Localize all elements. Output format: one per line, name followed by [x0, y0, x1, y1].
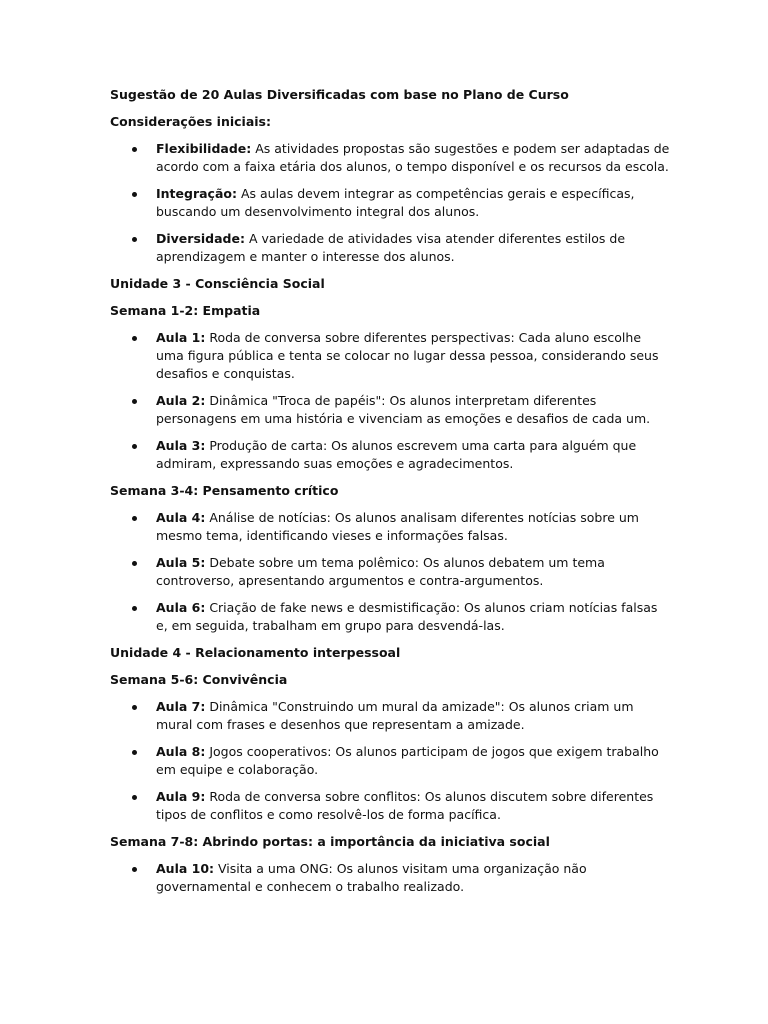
bullet-icon — [132, 705, 137, 710]
week78-list — [110, 860, 670, 896]
week34-heading: Semana 3-4: Pensamento crítico — [110, 483, 339, 498]
bullet-icon — [132, 750, 137, 755]
unit3-heading: Unidade 3 - Consciência Social — [110, 276, 325, 291]
item-text: A variedade de atividades visa atender diferentes estilos de aprendizagem e manter o interesse dos alunos. — [156, 231, 626, 264]
bullet-icon — [132, 399, 137, 404]
item-label: Aula 3: — [156, 438, 206, 453]
week12-list — [110, 329, 670, 473]
item-text: Criação de fake news e desmistificação: Os alunos criam notícias falsas e, em seguida, trabalham em grupo para desvendá-las. — [156, 600, 658, 633]
list-item — [110, 554, 670, 590]
bullet-icon — [132, 444, 137, 449]
item-text: As atividades propostas são sugestões e podem ser adaptadas de acordo com a faixa etária dos alunos, o tempo disponível e os recursos da escola. — [156, 141, 670, 174]
intro-list — [110, 140, 670, 266]
list-item — [110, 329, 670, 383]
bullet-icon — [132, 147, 137, 152]
intro-heading: Considerações iniciais: — [110, 114, 271, 129]
item-text: Dinâmica "Troca de papéis": Os alunos interpretam diferentes personagens em uma história e vivenciam as emoções e desafios de cada um. — [156, 393, 651, 426]
bullet-icon — [132, 867, 137, 872]
week56-list — [110, 698, 670, 824]
item-label: Aula 2: — [156, 393, 206, 408]
bullet-icon — [132, 237, 137, 242]
week12-heading: Semana 1-2: Empatia — [110, 303, 261, 318]
document-title: Sugestão de 20 Aulas Diversificadas com base no Plano de Curso — [110, 87, 569, 102]
item-label: Diversidade: — [156, 231, 245, 246]
item-text: Debate sobre um tema polêmico: Os alunos debatem um tema controverso, apresentando argumentos e contra-argumentos. — [156, 555, 605, 588]
list-item — [110, 509, 670, 545]
item-text: Produção de carta: Os alunos escrevem uma carta para alguém que admiram, expressando suas emoções e agradecimentos. — [156, 438, 637, 471]
item-label: Integração: — [156, 186, 237, 201]
list-item — [110, 185, 670, 221]
list-item — [110, 860, 670, 896]
item-text: Visita a uma ONG: Os alunos visitam uma organização não governamental e conhecem o trabalho realizado. — [156, 861, 587, 894]
item-label: Aula 4: — [156, 510, 206, 525]
document-body — [110, 86, 670, 905]
list-item — [110, 743, 670, 779]
item-label: Aula 10: — [156, 861, 215, 876]
item-text: Dinâmica "Construindo um mural da amizade": Os alunos criam um mural com frases e desenhos que representam a amizade. — [156, 699, 634, 732]
item-text: Análise de notícias: Os alunos analisam diferentes notícias sobre um mesmo tema, identificando vieses e informações falsas. — [156, 510, 639, 543]
item-text: Roda de conversa sobre conflitos: Os alunos discutem sobre diferentes tipos de conflitos e como resolvê-los de forma pacífica. — [156, 789, 654, 822]
list-item — [110, 140, 670, 176]
list-item — [110, 599, 670, 635]
week78-heading: Semana 7-8: Abrindo portas: a importância da iniciativa social — [110, 834, 550, 849]
item-label: Aula 1: — [156, 330, 206, 345]
item-label: Aula 8: — [156, 744, 206, 759]
item-text: As aulas devem integrar as competências gerais e específicas, buscando um desenvolvimento integral dos alunos. — [156, 186, 635, 219]
bullet-icon — [132, 516, 137, 521]
list-item — [110, 230, 670, 266]
list-item — [110, 698, 670, 734]
bullet-icon — [132, 192, 137, 197]
item-label: Aula 5: — [156, 555, 206, 570]
bullet-icon — [132, 795, 137, 800]
item-text: Jogos cooperativos: Os alunos participam de jogos que exigem trabalho em equipe e colaboração. — [156, 744, 659, 777]
week56-heading: Semana 5-6: Convivência — [110, 672, 288, 687]
unit4-heading: Unidade 4 - Relacionamento interpessoal — [110, 645, 401, 660]
item-label: Aula 7: — [156, 699, 206, 714]
item-label: Aula 6: — [156, 600, 206, 615]
bullet-icon — [132, 561, 137, 566]
bullet-icon — [132, 336, 137, 341]
bullet-icon — [132, 606, 137, 611]
item-label: Aula 9: — [156, 789, 206, 804]
list-item — [110, 392, 670, 428]
week34-list — [110, 509, 670, 635]
item-text: Roda de conversa sobre diferentes perspectivas: Cada aluno escolhe uma figura pública e tenta se colocar no lugar dessa pessoa, considerando seus desafios e conquistas. — [156, 330, 659, 381]
list-item — [110, 437, 670, 473]
item-label: Flexibilidade: — [156, 141, 252, 156]
list-item — [110, 788, 670, 824]
